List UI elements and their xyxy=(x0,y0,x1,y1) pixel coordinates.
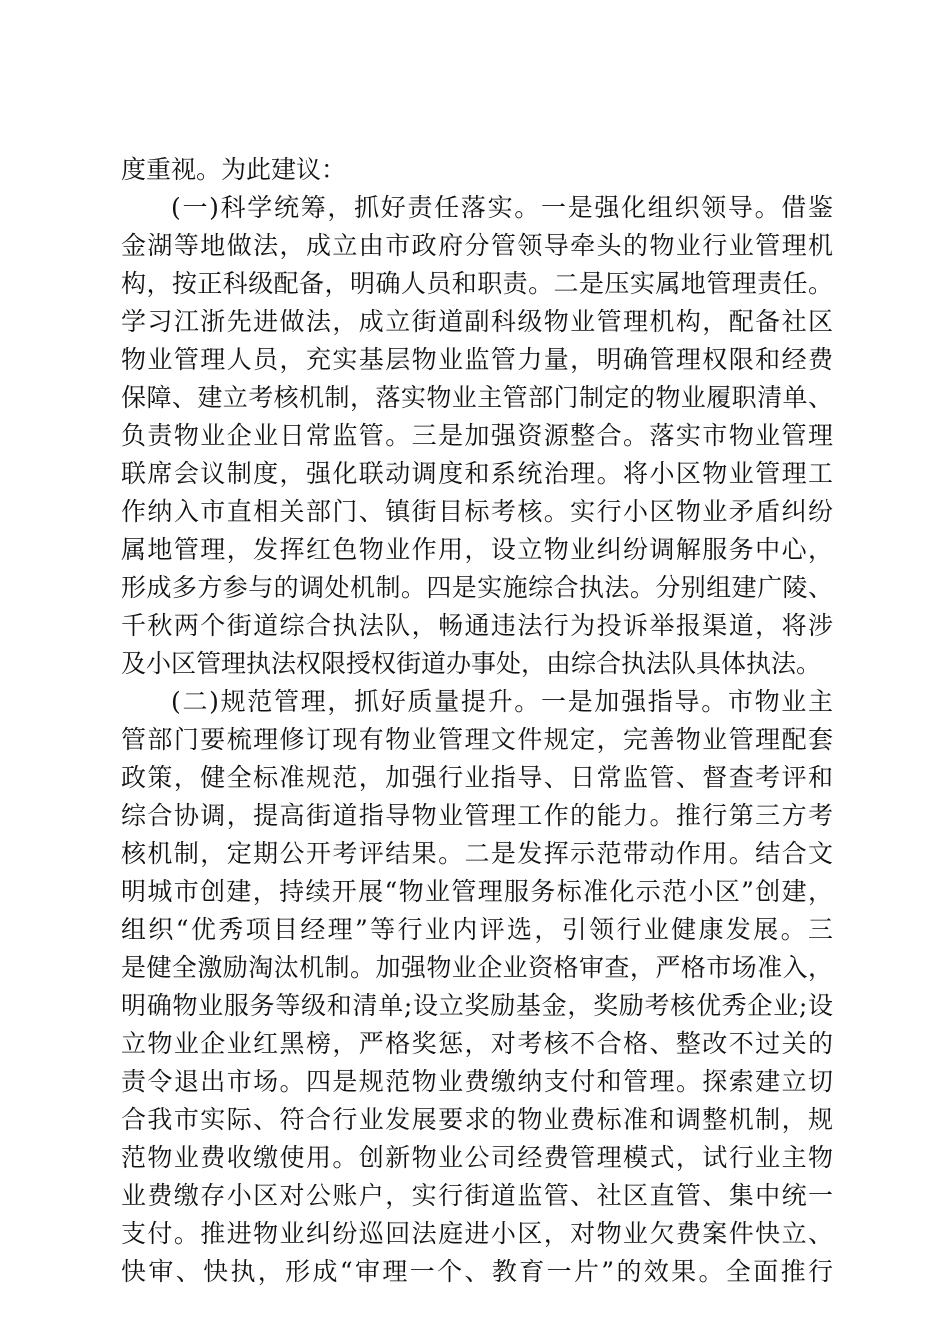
text-line: 政策，健全标准规范，加强行业指导、日常监管、督查考评和 xyxy=(121,763,833,792)
text-line: 形成多方参与的调处机制。四是实施综合执法。分别组建广陵、 xyxy=(121,573,833,602)
paragraph-heading-line: (二)规范管理，抓好质量提升。一是加强指导。市物业主 xyxy=(171,687,833,716)
text-line: 物业管理人员，充实基层物业监管力量，明确管理权限和经费 xyxy=(121,345,833,374)
text-line: 学习江浙先进做法，成立街道副科级物业管理机构，配备社区 xyxy=(121,307,833,336)
text-line: 保障、建立考核机制，落实物业主管部门制定的物业履职清单、 xyxy=(121,383,833,412)
text-line: 是健全激励淘汰机制。加强物业企业资格审查，严格市场准入， xyxy=(121,953,833,982)
text-line: 及小区管理执法权限授权街道办事处，由综合执法队具体执法。 xyxy=(121,649,822,678)
text-line: 度重视。为此建议： xyxy=(121,155,347,184)
text-line: 负责物业企业日常监管。三是加强资源整合。落实市物业管理 xyxy=(121,421,833,450)
text-line: 千秋两个街道综合执法队，畅通违法行为投诉举报渠道，将涉 xyxy=(121,611,833,640)
text-line: 管部门要梳理修订现有物业管理文件规定，完善物业管理配套 xyxy=(121,725,833,754)
text-line: 业费缴存小区对公账户，实行街道监管、社区直管、集中统一 xyxy=(121,1181,833,1210)
text-line: 属地管理，发挥红色物业作用，设立物业纠纷调解服务中心， xyxy=(121,535,833,564)
text-line: 组织“优秀项目经理”等行业内评选，引领行业健康发展。三 xyxy=(121,915,833,944)
text-line: 快审、快执，形成“审理一个、教育一片”的效果。全面推行 xyxy=(121,1257,833,1286)
paragraph-heading-line: (一)科学统筹，抓好责任落实。一是强化组织领导。借鉴 xyxy=(171,193,833,222)
text-line: 核机制，定期公开考评结果。二是发挥示范带动作用。结合文 xyxy=(121,839,833,868)
text-line: 明确物业服务等级和清单;设立奖励基金，奖励考核优秀企业;设 xyxy=(121,991,833,1020)
text-line: 明城市创建，持续开展“物业管理服务标准化示范小区”创建， xyxy=(121,877,833,906)
text-line: 支付。推进物业纠纷巡回法庭进小区，对物业欠费案件快立、 xyxy=(121,1219,833,1248)
text-line: 联席会议制度，强化联动调度和系统治理。将小区物业管理工 xyxy=(121,459,833,488)
text-line: 金湖等地做法，成立由市政府分管领导牵头的物业行业管理机 xyxy=(121,231,833,260)
text-line: 立物业企业红黑榜，严格奖惩，对考核不合格、整改不过关的 xyxy=(121,1029,833,1058)
text-line: 合我市实际、符合行业发展要求的物业费标准和调整机制，规 xyxy=(121,1105,833,1134)
text-line: 综合协调，提高街道指导物业管理工作的能力。推行第三方考 xyxy=(121,801,833,830)
text-line: 责令退出市场。四是规范物业费缴纳支付和管理。探索建立切 xyxy=(121,1067,833,1096)
text-line: 范物业费收缴使用。创新物业公司经费管理模式，试行业主物 xyxy=(121,1143,833,1172)
text-line: 作纳入市直相关部门、镇街目标考核。实行小区物业矛盾纠纷 xyxy=(121,497,833,526)
text-line: 构，按正科级配备，明确人员和职责。二是压实属地管理责任。 xyxy=(121,269,833,298)
